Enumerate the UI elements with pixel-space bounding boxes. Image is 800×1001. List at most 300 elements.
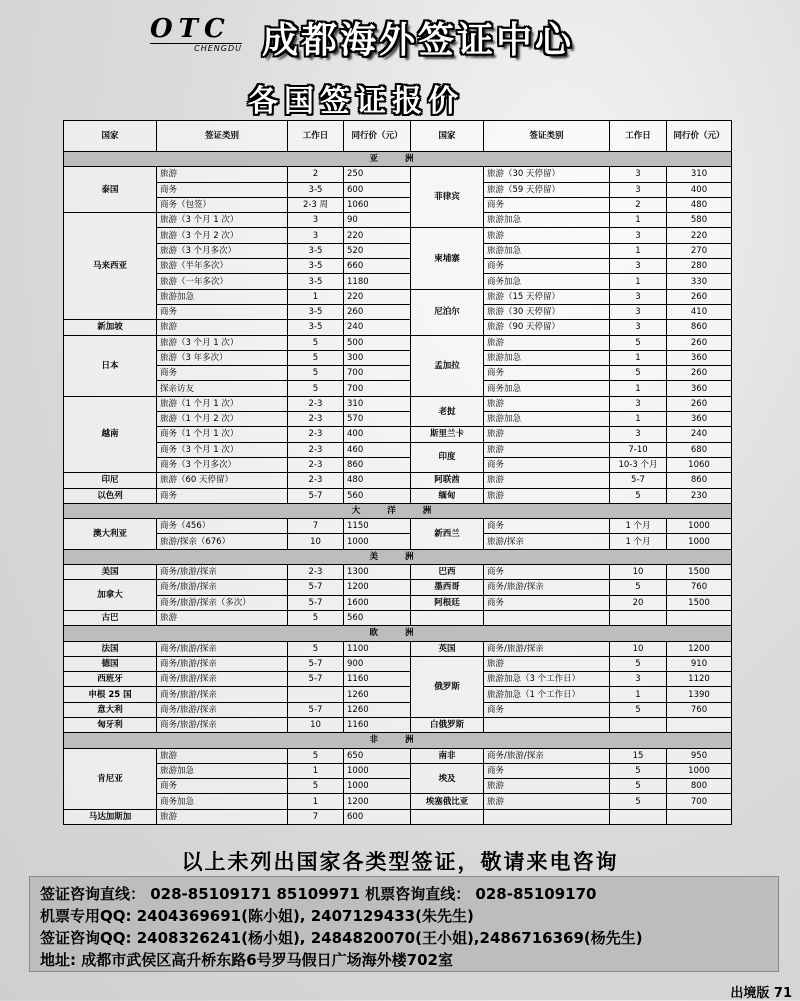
table-cell: 5 (288, 366, 344, 381)
table-cell: 1200 (344, 580, 411, 595)
table-cell: 商务 (484, 565, 610, 580)
table-row (64, 396, 732, 411)
table-cell: 商务加急 (157, 794, 288, 809)
country-cell: 菲律宾 (411, 167, 484, 228)
table-cell: 7 (288, 809, 344, 824)
table-cell: 商务 (484, 366, 610, 381)
table-cell: 570 (344, 412, 411, 427)
table-row (64, 672, 732, 687)
table-cell: 360 (667, 412, 732, 427)
table-cell: 5-7 (288, 580, 344, 595)
table-cell: 1 (610, 687, 667, 702)
table-row (64, 366, 732, 381)
table-cell: 商务 (157, 488, 288, 503)
table-cell: 560 (344, 488, 411, 503)
table-cell: 商务（3 个月多次） (157, 457, 288, 472)
table-cell: 1 (610, 350, 667, 365)
table-cell: 旅游（90 天停留） (484, 320, 610, 335)
table-cell: 1000 (344, 779, 411, 794)
table-cell (667, 610, 732, 625)
header-visa-type-right: 签证类别 (484, 121, 610, 152)
table-cell: 商务 (484, 519, 610, 534)
table-cell: 650 (344, 748, 411, 763)
table-row (64, 274, 732, 289)
table-cell: 1500 (667, 565, 732, 580)
contact-visa-qq-line: 签证咨询QQ: 2408326241(杨小姐), 2484820070(王小姐),2486716369(杨先生) (40, 929, 643, 947)
table-cell: 3 (610, 304, 667, 319)
country-cell: 印尼 (64, 473, 157, 488)
section-header-row (64, 503, 732, 518)
country-cell: 申根 25 国 (64, 687, 157, 702)
page-title: 成都海外签证中心 (262, 20, 575, 61)
table-row (64, 213, 732, 228)
table-cell: 旅游 (484, 396, 610, 411)
table-cell: 2 (610, 197, 667, 212)
table-row (64, 641, 732, 656)
table-row (64, 335, 732, 350)
section-header-row (64, 549, 732, 564)
table-cell (411, 610, 484, 625)
table-cell: 360 (667, 350, 732, 365)
table-cell: 2-3 (288, 412, 344, 427)
table-cell: 90 (344, 213, 411, 228)
table-cell: 探亲访友 (157, 381, 288, 396)
contact-ticket-qq-line: 机票专用QQ: 2404369691(陈小姐), 2407129433(朱先生) (40, 907, 474, 925)
table-cell: 20 (610, 595, 667, 610)
table-row (64, 228, 732, 243)
table-cell (484, 809, 610, 824)
table-cell: 旅游加急（3 个工作日） (484, 672, 610, 687)
table-row (64, 580, 732, 595)
table-cell: 商务/旅游/探亲 (484, 641, 610, 656)
table-row (64, 442, 732, 457)
table-cell: 910 (667, 656, 732, 671)
country-cell: 加拿大 (64, 580, 157, 611)
table-cell: 商务/旅游/探亲 (484, 580, 610, 595)
country-cell: 马来西亚 (64, 213, 157, 320)
table-cell: 1060 (344, 197, 411, 212)
table-cell: 商务（包签） (157, 197, 288, 212)
table-cell: 240 (667, 427, 732, 442)
table-row (64, 488, 732, 503)
table-cell: 旅游 (157, 748, 288, 763)
table-cell (484, 717, 610, 732)
table-row (64, 748, 732, 763)
table-cell: 3-5 (288, 320, 344, 335)
table-cell: 商务（3 个月 1 次） (157, 442, 288, 457)
table-cell: 旅游 (484, 473, 610, 488)
table-cell: 3 (610, 167, 667, 182)
table-cell: 旅游（3 个月 1 次） (157, 335, 288, 350)
table-cell: 760 (667, 580, 732, 595)
table-row (64, 289, 732, 304)
table-row (64, 565, 732, 580)
table-cell: 660 (344, 259, 411, 274)
table-cell: 3-5 (288, 274, 344, 289)
table-cell: 商务/旅游/探亲 (157, 687, 288, 702)
table-cell: 旅游加急 (157, 763, 288, 778)
table-cell: 1200 (667, 641, 732, 656)
table-row (64, 809, 732, 824)
table-row (64, 243, 732, 258)
table-cell: 10-3 个月 (610, 457, 667, 472)
table-cell: 5 (288, 641, 344, 656)
table-cell: 商务（1 个月 1 次） (157, 427, 288, 442)
section-header-row (64, 626, 732, 641)
table-cell: 旅游 (484, 656, 610, 671)
country-cell: 马达加斯加 (64, 809, 157, 824)
table-row (64, 412, 732, 427)
table-row (64, 534, 732, 549)
table-cell: 220 (344, 228, 411, 243)
country-cell: 日本 (64, 335, 157, 396)
table-cell: 310 (344, 396, 411, 411)
table-cell: 旅游（半年多次） (157, 259, 288, 274)
header-country-right: 国家 (411, 121, 484, 152)
table-cell: 旅游 (484, 779, 610, 794)
table-cell: 900 (344, 656, 411, 671)
table-cell: 商务/旅游/探亲 (157, 565, 288, 580)
country-cell: 以色列 (64, 488, 157, 503)
table-cell: 300 (344, 350, 411, 365)
table-row (64, 702, 732, 717)
country-cell: 法国 (64, 641, 157, 656)
country-cell: 意大利 (64, 702, 157, 717)
table-cell: 3 (610, 396, 667, 411)
table-cell: 1 (610, 381, 667, 396)
table-cell: 1 (610, 274, 667, 289)
table-cell: 860 (344, 457, 411, 472)
table-cell: 旅游（3 年多次） (157, 350, 288, 365)
table-cell: 旅游加急 (157, 289, 288, 304)
table-cell: 1300 (344, 565, 411, 580)
table-cell: 2-3 周 (288, 197, 344, 212)
section-label: 欧 洲 (64, 626, 732, 641)
table-cell: 商务/旅游/探亲 (157, 717, 288, 732)
table-cell: 250 (344, 167, 411, 182)
table-cell: 5-7 (288, 672, 344, 687)
table-cell: 260 (667, 335, 732, 350)
table-cell: 400 (667, 182, 732, 197)
table-cell: 商务 (484, 702, 610, 717)
table-cell: 260 (667, 366, 732, 381)
table-cell: 600 (344, 182, 411, 197)
table-cell: 旅游 (157, 610, 288, 625)
table-cell: 3 (610, 228, 667, 243)
table-cell: 旅游/探亲 (484, 534, 610, 549)
table-cell: 商务加急 (484, 381, 610, 396)
table-cell: 5 (288, 381, 344, 396)
section-label: 非 洲 (64, 733, 732, 748)
table-cell: 2-3 (288, 396, 344, 411)
table-cell: 1100 (344, 641, 411, 656)
table-row (64, 763, 732, 778)
table-cell: 旅游加急 (484, 213, 610, 228)
table-cell (610, 610, 667, 625)
contact-box (29, 876, 779, 972)
table-cell: 商务 (484, 595, 610, 610)
table-cell: 5 (610, 488, 667, 503)
table-row (64, 259, 732, 274)
table-cell: 旅游 (484, 488, 610, 503)
table-cell: 5-7 (288, 702, 344, 717)
table-cell: 旅游（30 天停留） (484, 167, 610, 182)
table-cell: 旅游 (484, 427, 610, 442)
table-cell: 1260 (344, 702, 411, 717)
table-cell: 1200 (344, 794, 411, 809)
table-header-row (64, 121, 732, 152)
table-cell (484, 610, 610, 625)
table-cell: 7-10 (610, 442, 667, 457)
table-row (64, 182, 732, 197)
section-label: 亚 洲 (64, 152, 732, 167)
country-cell: 德国 (64, 656, 157, 671)
section-label: 美 洲 (64, 549, 732, 564)
table-cell: 400 (344, 427, 411, 442)
table-cell: 3-5 (288, 182, 344, 197)
table-cell (667, 717, 732, 732)
table-cell: 1000 (667, 763, 732, 778)
country-cell: 缅甸 (411, 488, 484, 503)
table-row (64, 656, 732, 671)
table-row (64, 717, 732, 732)
country-cell: 新西兰 (411, 519, 484, 550)
table-cell: 1260 (344, 687, 411, 702)
table-cell: 旅游加急 (484, 350, 610, 365)
table-row (64, 779, 732, 794)
table-row (64, 794, 732, 809)
country-cell: 印度 (411, 442, 484, 473)
table-cell: 1150 (344, 519, 411, 534)
table-cell: 旅游/探亲（676） (157, 534, 288, 549)
table-cell: 260 (667, 396, 732, 411)
table-cell: 1160 (344, 717, 411, 732)
table-cell: 商务/旅游/探亲 (484, 748, 610, 763)
table-row (64, 427, 732, 442)
table-row (64, 320, 732, 335)
table-cell: 5 (288, 335, 344, 350)
table-cell: 260 (667, 289, 732, 304)
section-header-row (64, 733, 732, 748)
section-header-row (64, 152, 732, 167)
header-visa-type-left: 签证类别 (157, 121, 288, 152)
table-cell: 旅游（3 个月 2 次） (157, 228, 288, 243)
table-cell: 3 (610, 672, 667, 687)
country-cell: 埃及 (411, 763, 484, 794)
table-cell: 5-7 (610, 473, 667, 488)
table-cell: 3-5 (288, 304, 344, 319)
table-cell (610, 717, 667, 732)
table-cell: 商务 (157, 304, 288, 319)
table-row (64, 197, 732, 212)
table-cell: 1600 (344, 595, 411, 610)
table-row (64, 687, 732, 702)
table-cell: 旅游（3 个月 1 次） (157, 213, 288, 228)
table-cell: 商务 (484, 457, 610, 472)
otc-logo (150, 16, 242, 53)
table-cell: 230 (667, 488, 732, 503)
table-cell: 280 (667, 259, 732, 274)
country-cell: 墨西哥 (411, 580, 484, 595)
table-cell: 1 (610, 213, 667, 228)
table-cell: 旅游加急 (484, 412, 610, 427)
table-cell: 5-7 (288, 488, 344, 503)
table-cell: 3 (610, 182, 667, 197)
country-cell: 新加坡 (64, 320, 157, 335)
table-cell: 1390 (667, 687, 732, 702)
table-row (64, 350, 732, 365)
table-cell: 950 (667, 748, 732, 763)
table-cell: 310 (667, 167, 732, 182)
table-cell: 旅游（59 天停留） (484, 182, 610, 197)
country-cell: 斯里兰卡 (411, 427, 484, 442)
table-row (64, 473, 732, 488)
table-cell: 860 (667, 473, 732, 488)
table-cell: 商务/旅游/探亲（多次） (157, 595, 288, 610)
table-cell: 商务加急 (484, 274, 610, 289)
country-cell: 泰国 (64, 167, 157, 213)
table-cell: 1 个月 (610, 534, 667, 549)
table-cell: 商务（456） (157, 519, 288, 534)
table-cell: 1000 (667, 534, 732, 549)
table-cell: 3 (288, 213, 344, 228)
country-cell: 柬埔寨 (411, 228, 484, 289)
table-cell: 1 (288, 289, 344, 304)
country-cell: 孟加拉 (411, 335, 484, 396)
table-cell: 700 (344, 381, 411, 396)
table-cell: 520 (344, 243, 411, 258)
table-cell: 1160 (344, 672, 411, 687)
table-cell: 商务 (157, 779, 288, 794)
table-cell: 3-5 (288, 243, 344, 258)
table-cell: 480 (667, 197, 732, 212)
country-cell: 阿联酋 (411, 473, 484, 488)
page-header (0, 0, 800, 118)
country-cell: 英国 (411, 641, 484, 656)
table-cell: 旅游（1 个月 2 次） (157, 412, 288, 427)
table-cell: 5 (610, 779, 667, 794)
country-cell: 阿根廷 (411, 595, 484, 610)
table-cell: 5 (610, 763, 667, 778)
country-cell: 肯尼亚 (64, 748, 157, 809)
table-row (64, 381, 732, 396)
table-cell: 10 (288, 534, 344, 549)
table-cell: 旅游 (484, 228, 610, 243)
table-cell: 5 (610, 580, 667, 595)
table-cell: 7 (288, 519, 344, 534)
table-cell: 2-3 (288, 565, 344, 580)
table-cell: 260 (344, 304, 411, 319)
table-cell: 5-7 (288, 595, 344, 610)
table-cell: 2 (288, 167, 344, 182)
visa-price-table (63, 120, 732, 825)
table-cell: 3 (610, 289, 667, 304)
table-cell: 760 (667, 702, 732, 717)
table-cell: 商务/旅游/探亲 (157, 672, 288, 687)
table-cell: 商务 (484, 763, 610, 778)
table-cell: 商务 (484, 197, 610, 212)
table-cell: 600 (344, 809, 411, 824)
table-cell: 5-7 (288, 656, 344, 671)
table-cell: 旅游 (157, 809, 288, 824)
country-cell: 匈牙利 (64, 717, 157, 732)
table-cell: 500 (344, 335, 411, 350)
table-cell: 270 (667, 243, 732, 258)
notice-banner: 以上未列出国家各类型签证，敬请来电咨询 (181, 850, 619, 874)
table-cell: 5 (610, 656, 667, 671)
table-cell: 10 (610, 565, 667, 580)
country-cell: 西班牙 (64, 672, 157, 687)
table-cell: 商务 (484, 259, 610, 274)
table-cell: 旅游 (484, 794, 610, 809)
table-cell: 1 (610, 243, 667, 258)
table-row (64, 457, 732, 472)
table-cell: 商务/旅游/探亲 (157, 656, 288, 671)
table-cell: 1000 (667, 519, 732, 534)
table-cell: 700 (344, 366, 411, 381)
table-cell: 5 (288, 748, 344, 763)
table-cell: 2-3 (288, 442, 344, 457)
table-cell: 商务 (157, 182, 288, 197)
country-cell: 越南 (64, 396, 157, 472)
table-cell: 5 (610, 702, 667, 717)
country-cell: 巴西 (411, 565, 484, 580)
table-cell: 商务/旅游/探亲 (157, 702, 288, 717)
table-cell: 220 (344, 289, 411, 304)
table-cell (411, 809, 484, 824)
table-cell: 旅游（1 个月 1 次） (157, 396, 288, 411)
table-cell: 1500 (667, 595, 732, 610)
table-cell: 旅游（一年多次） (157, 274, 288, 289)
table-cell: 旅游加急 (484, 243, 610, 258)
table-cell: 330 (667, 274, 732, 289)
table-cell: 3-5 (288, 259, 344, 274)
table-cell: 3 (288, 228, 344, 243)
logo-sub-text: CHENGDU (150, 43, 242, 53)
table-row (64, 595, 732, 610)
table-row (64, 610, 732, 625)
table-cell: 1000 (344, 534, 411, 549)
table-cell: 2-3 (288, 427, 344, 442)
country-cell: 埃塞俄比亚 (411, 794, 484, 809)
table-cell: 860 (667, 320, 732, 335)
table-row (64, 167, 732, 182)
country-cell: 白俄罗斯 (411, 717, 484, 732)
table-cell: 5 (610, 794, 667, 809)
table-cell: 1 (288, 794, 344, 809)
table-cell: 旅游 (484, 335, 610, 350)
section-label: 大 洋 洲 (64, 503, 732, 518)
table-cell: 460 (344, 442, 411, 457)
table-cell: 10 (610, 641, 667, 656)
table-cell: 1 个月 (610, 519, 667, 534)
table-cell: 360 (667, 381, 732, 396)
table-row (64, 304, 732, 319)
table-cell: 3 (610, 427, 667, 442)
table-cell (288, 687, 344, 702)
table-cell: 旅游（15 天停留） (484, 289, 610, 304)
table-cell: 410 (667, 304, 732, 319)
header-workdays-right: 工作日 (610, 121, 667, 152)
table-cell: 3 (610, 259, 667, 274)
country-cell: 美国 (64, 565, 157, 580)
table-cell: 旅游（30 天停留） (484, 304, 610, 319)
table-row (64, 519, 732, 534)
table-cell: 5 (288, 779, 344, 794)
table-cell: 220 (667, 228, 732, 243)
header-price-right: 同行价（元） (667, 121, 732, 152)
country-cell: 南非 (411, 748, 484, 763)
